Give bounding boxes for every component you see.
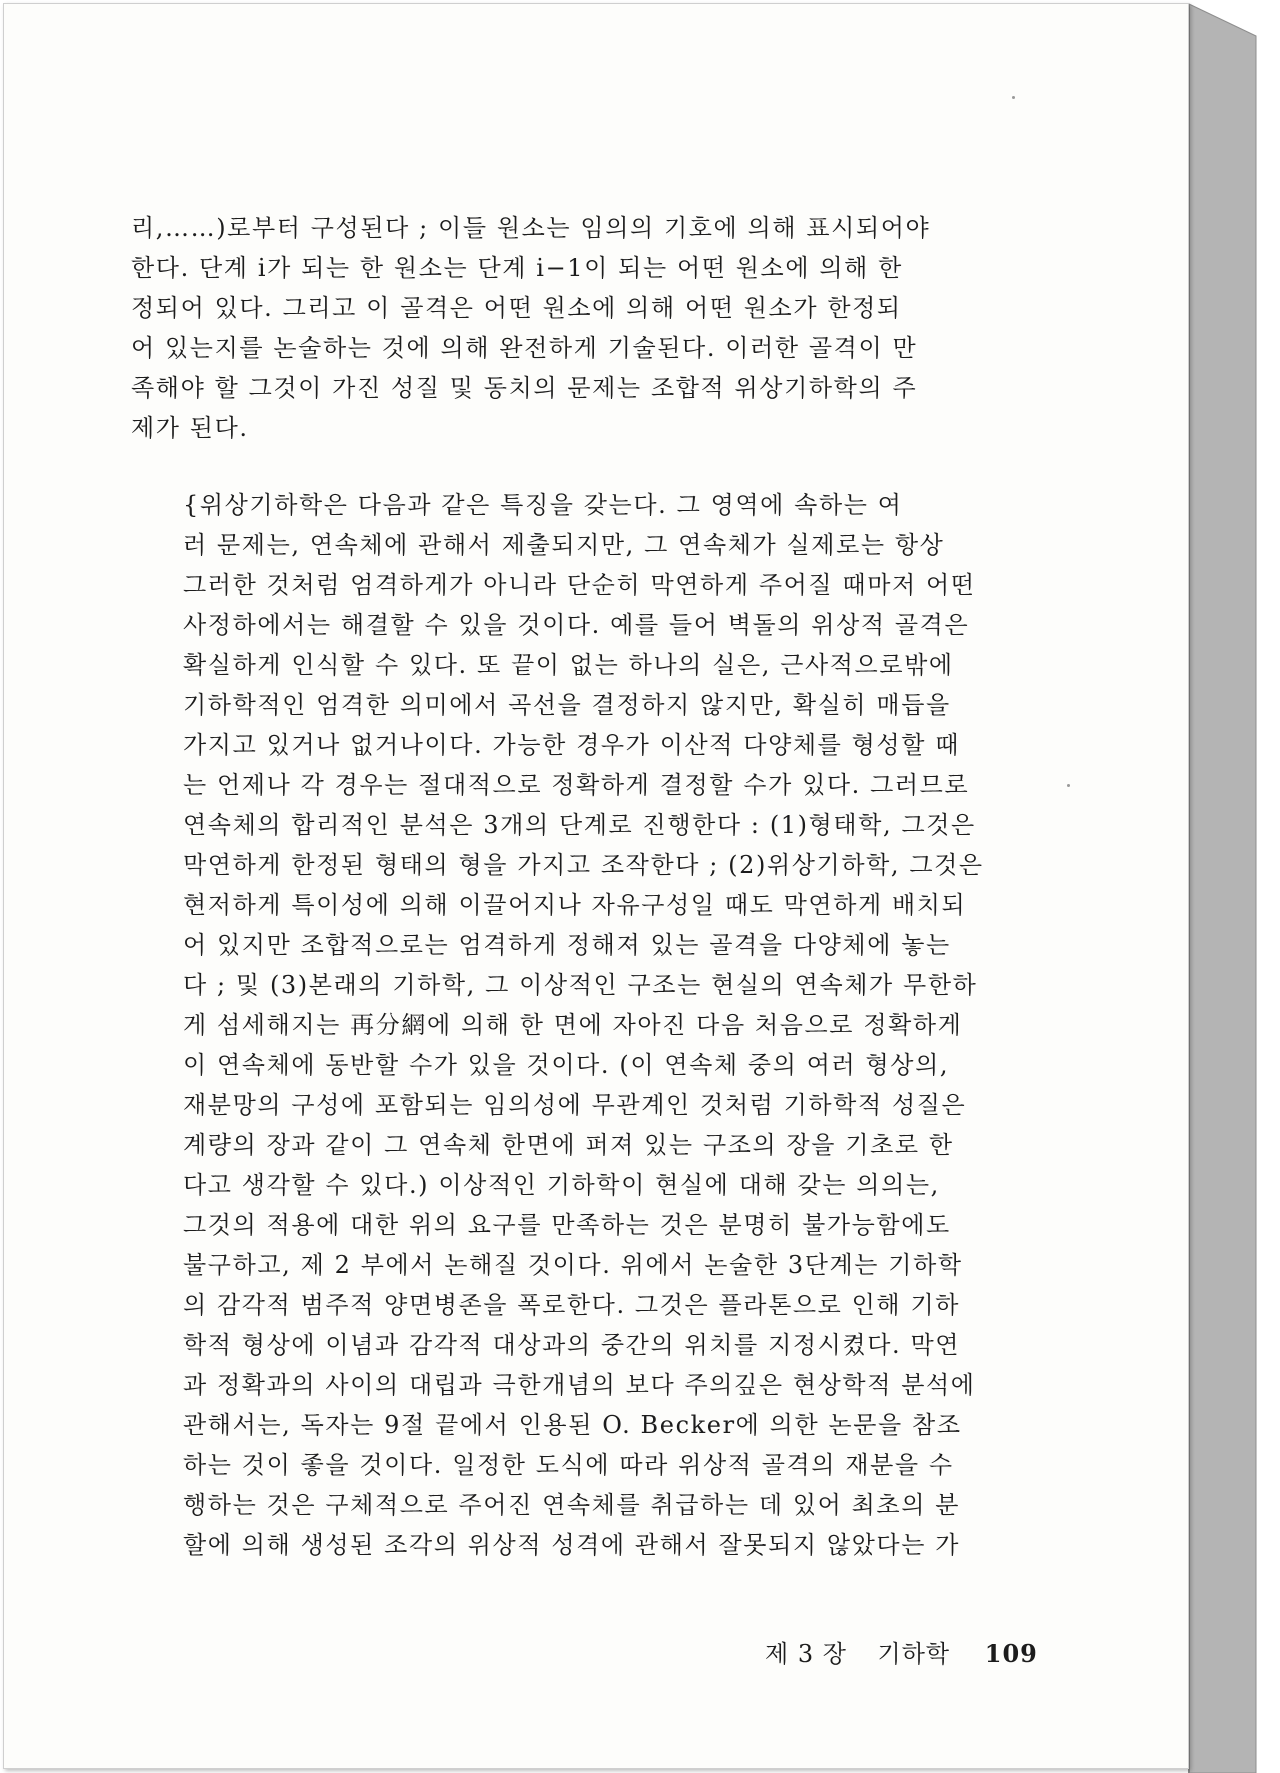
text-line: 러 문제는, 연속체에 관해서 제출되지만, 그 연속체가 실제로는 항상 — [183, 531, 945, 559]
text-line: 다고 생각할 수 있다.) 이상적인 기하학이 현실에 대해 갖는 의의는, — [183, 1171, 940, 1199]
print-speck — [1067, 784, 1070, 787]
text-line: 그러한 것처럼 엄격하게가 아니라 단순히 막연하게 주어질 때마저 어떤 — [183, 571, 976, 599]
text-line: 한다. 단계 i가 되는 한 원소는 단계 i−1이 되는 어떤 원소에 의해 한 — [131, 254, 903, 282]
text-line: 할에 의해 생성된 조각의 위상적 성격에 관해서 잘못되지 않았다는 가 — [183, 1531, 961, 1559]
chapter-label: 제 3 장 — [765, 1640, 847, 1668]
text-line: 족해야 할 그것이 가진 성질 및 동치의 문제는 조합적 위상기하학의 주 — [131, 374, 918, 402]
chapter-title: 기하학 — [877, 1640, 951, 1668]
text-line: 어 있지만 조합적으로는 엄격하게 정해져 있는 골격을 다양체에 놓는 — [183, 931, 951, 959]
text-line: 게 섬세해지는 再分網에 의해 한 면에 자아진 다음 처음으로 정확하게 — [183, 1011, 963, 1039]
text-line: 학적 형상에 이념과 감각적 대상과의 중간의 위치를 지정시켰다. 막연 — [183, 1331, 961, 1359]
text-line: 이 연속체에 동반할 수가 있을 것이다. (이 연속체 중의 여러 형상의, — [183, 1051, 950, 1079]
text-line: 리,……)로부터 구성된다 ; 이들 원소는 임의의 기호에 의해 표시되어야 — [131, 214, 931, 242]
text-line: 사정하에서는 해결할 수 있을 것이다. 예를 들어 벽돌의 위상적 골격은 — [183, 611, 970, 639]
text-line: 막연하게 한정된 형태의 형을 가지고 조작한다 ; (2)위상기하학, 그것은 — [183, 851, 984, 879]
text-line: 계량의 장과 같이 그 연속체 한면에 퍼져 있는 구조의 장을 기초로 한 — [183, 1131, 954, 1159]
print-speck — [1012, 96, 1015, 99]
text-line: 하는 것이 좋을 것이다. 일정한 도식에 따라 위상적 골격의 재분을 수 — [183, 1451, 954, 1479]
text-line: 과 정확과의 사이의 대립과 극한개념의 보다 주의깊은 현상학적 분석에 — [183, 1371, 976, 1399]
text-line: 관해서는, 독자는 9절 끝에서 인용된 O. Becker에 의한 논문을 참조 — [183, 1411, 962, 1439]
text-line: 제가 된다. — [131, 414, 249, 442]
text-line: 현저하게 특이성에 의해 이끌어지나 자유구성일 때도 막연하게 배치되 — [183, 891, 967, 919]
paragraph-2 — [131, 485, 1018, 1565]
book-spine-side — [1189, 4, 1256, 1773]
text-line: 는 언제나 각 경우는 절대적으로 정확하게 결정할 수가 있다. 그러므로 — [183, 771, 970, 799]
text-line: 다 ; 및 (3)본래의 기하학, 그 이상적인 구조는 현실의 연속체가 무한하 — [183, 971, 978, 999]
text-line: 정되어 있다. 그리고 이 골격은 어떤 원소에 의해 어떤 원소가 한정되 — [131, 294, 902, 322]
text-line: {위상기하학은 다음과 같은 특징을 갖는다. 그 영역에 속하는 여 — [183, 491, 903, 519]
text-line: 재분망의 구성에 포함되는 임의성에 무관계인 것처럼 기하학적 성질은 — [183, 1091, 967, 1119]
text-line: 기하학적인 엄격한 의미에서 곡선을 결정하지 않지만, 확실히 매듭을 — [183, 691, 951, 719]
text-line: 행하는 것은 구체적으로 주어진 연속체를 취급하는 데 있어 최초의 분 — [183, 1491, 961, 1519]
page-number: 109 — [984, 1639, 1038, 1668]
text-line: 불구하고, 제 2 부에서 논해질 것이다. 위에서 논술한 3단계는 기하학 — [183, 1251, 963, 1279]
text-line: 확실하게 인식할 수 있다. 또 끝이 없는 하나의 실은, 근사적으로밖에 — [183, 651, 954, 679]
text-line: 연속체의 합리적인 분석은 3개의 단계로 진행한다 : (1)형태학, 그것은 — [183, 811, 976, 839]
text-line: 어 있는지를 논술하는 것에 의해 완전하게 기술된다. 이러한 골격이 만 — [131, 334, 918, 362]
page-footer — [765, 1634, 1038, 1669]
text-line: 가지고 있거나 없거나이다. 가능한 경우가 이산적 다양체를 형성할 때 — [183, 731, 961, 759]
paragraph-1 — [131, 208, 1018, 448]
text-line: 의 감각적 범주적 양면병존을 폭로한다. 그것은 플라톤으로 인해 기하 — [183, 1291, 961, 1319]
text-line: 그것의 적용에 대한 위의 요구를 만족하는 것은 분명히 불가능함에도 — [183, 1211, 951, 1239]
